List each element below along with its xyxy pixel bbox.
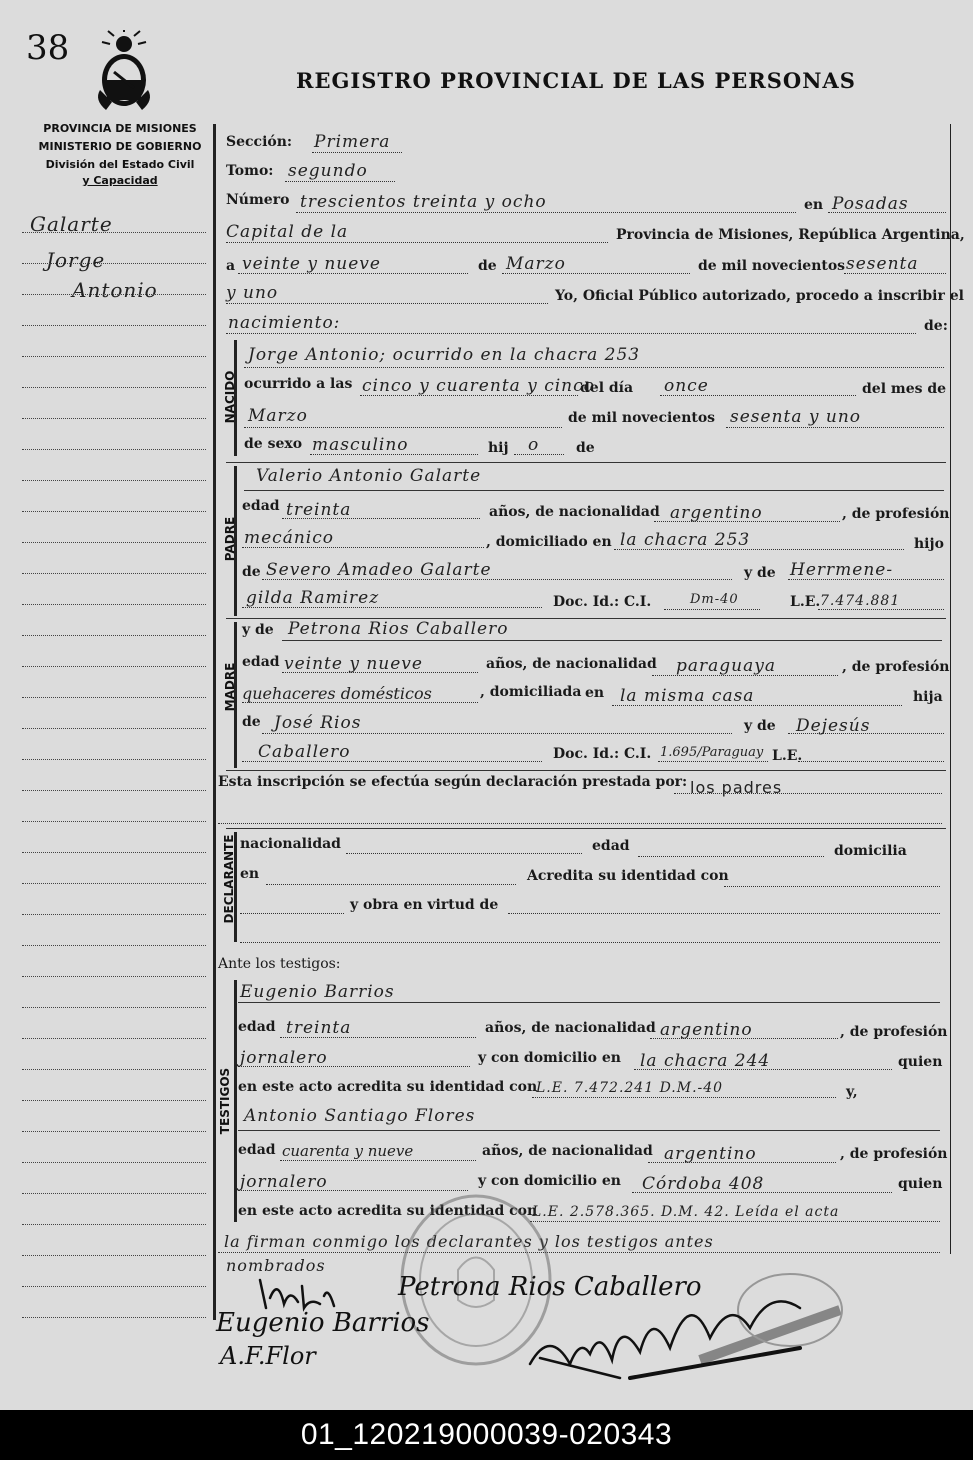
line-madre-nombre (282, 640, 942, 641)
value-madre-nac: paraguaya (676, 656, 776, 676)
label-sexo: de sexo (244, 436, 303, 452)
value-mes: Marzo (506, 254, 566, 274)
margin-ruled-line (22, 883, 206, 884)
value-mes-nac: Marzo (248, 406, 308, 426)
line-padre-ci (664, 609, 760, 610)
document-title: REGISTRO PROVINCIAL DE LAS PERSONAS (296, 68, 856, 93)
value-madre-prof: quehaceres domésticos (242, 684, 432, 703)
side-label-nacido: NACIDO (223, 370, 237, 424)
margin-ruled-line (22, 1224, 206, 1225)
value-t2-doc: L.E. 2.578.365. D.M. 42. Leída el acta (532, 1204, 840, 1220)
margin-ruled-line (22, 1131, 206, 1132)
page-number: 38 (26, 28, 70, 68)
label-madre-y-de: y de (242, 622, 274, 638)
margin-ruled-line (22, 1317, 206, 1318)
margin-ruled-line (22, 1286, 206, 1287)
value-acto: nacimiento: (228, 313, 341, 333)
value-declarado-por: los padres (690, 778, 783, 797)
label-t2-con-dom: y con domicilio en (478, 1173, 621, 1189)
label-del-dia: del día (580, 380, 634, 396)
label-del-mes: del mes de (862, 381, 947, 397)
label-padre-edad: edad (242, 498, 280, 514)
value-t1-nac: argentino (660, 1020, 753, 1040)
line-tomo (285, 181, 395, 182)
label-madre-anos-nac: años, de nacionalidad (486, 656, 657, 672)
label-madre-domiciliada: , domiciliada (480, 684, 582, 700)
line-declarante-extra (240, 942, 940, 943)
margin-ruled-line (22, 1255, 206, 1256)
value-cierre1: la firman conmigo los declarantes y los testigos antes (224, 1232, 714, 1251)
value-testigo2: Antonio Santiago Flores (244, 1106, 476, 1126)
label-declarante-domicilia: domicilia (834, 843, 907, 859)
margin-ruled-line (22, 1069, 206, 1070)
value-madre-padre: José Rios (274, 713, 362, 733)
label-ante-testigos: Ante los testigos: (218, 956, 341, 972)
org-division: División del Estado Civil (45, 158, 195, 171)
label-t1-acredita: en este acto acredita su identidad con (238, 1079, 538, 1095)
margin-note-surname: Galarte (30, 212, 113, 236)
line-declarante-nac (346, 853, 582, 854)
margin-ruled-line (22, 728, 206, 729)
value-t2-nac: argentino (664, 1144, 757, 1164)
label-t1-con-dom: y con domicilio en (478, 1050, 621, 1066)
margin-ruled-line (22, 852, 206, 853)
margin-ruled-line (22, 1162, 206, 1163)
line-testigo2 (238, 1130, 940, 1131)
line-declarante-en (266, 884, 516, 885)
value-padre-le: 7.474.881 (820, 593, 901, 609)
margin-ruled-line (22, 387, 206, 388)
value-padre-prof: mecánico (244, 528, 334, 548)
margin-ruled-line (22, 356, 206, 357)
label-en: en (804, 197, 824, 213)
signature-official (240, 1268, 860, 1388)
line-declarante-acredita (724, 886, 940, 887)
value-testigo1: Eugenio Barrios (240, 982, 395, 1002)
line-cierre1 (218, 1252, 940, 1253)
value-padre-padre: Severo Amadeo Galarte (266, 560, 492, 580)
label-padre-y-de: y de (744, 565, 776, 581)
line-anio-nac (726, 427, 944, 428)
line-madre-le (798, 761, 944, 762)
line-declarante-obra (508, 913, 940, 914)
margin-ruled-line (22, 418, 206, 419)
line-anio-cont (226, 303, 548, 304)
label-inscripcion: Esta inscripción se efectúa según declaración prestada por: (218, 774, 688, 790)
label-ocurrido: ocurrido a las (244, 376, 353, 392)
coat-of-arms-icon (92, 30, 156, 112)
signature-witness2: A.F.Flor (220, 1342, 316, 1370)
line-padre-nombre (244, 490, 944, 491)
label-a: a (226, 258, 236, 274)
line-declarante-edad (638, 856, 824, 857)
label-madre-prof: , de profesión (842, 659, 950, 675)
label-padre-prof: , de profesión (842, 506, 950, 522)
margin-ruled-line (22, 294, 206, 295)
line-declarante-pre-obra (240, 913, 344, 914)
label-t2-edad: edad (238, 1142, 276, 1158)
value-t2-dom: Córdoba 408 (642, 1174, 765, 1194)
value-padre-nombre: Valerio Antonio Galarte (256, 466, 482, 486)
label-declarante-nac: nacionalidad (240, 836, 341, 852)
footer-file-code: 01_120219000039-020343 (0, 1410, 973, 1460)
value-hij-suffix: o (528, 435, 540, 455)
side-label-testigos: TESTIGOS (218, 1067, 232, 1135)
value-padre-madre: Herrmene- (790, 560, 894, 580)
label-de-colon: de: (924, 318, 948, 334)
line-inscripcion-cont (218, 823, 942, 824)
rule-before-declarante (226, 828, 946, 829)
value-madre-madre-cont: Caballero (258, 742, 351, 762)
margin-ruled-line (22, 1100, 206, 1101)
label-t1-anos-nac: años, de nacionalidad (485, 1020, 656, 1036)
margin-ruled-line (22, 542, 206, 543)
margin-ruled-line (22, 604, 206, 605)
margin-ruled-line (22, 511, 206, 512)
line-t2-doc (530, 1221, 940, 1222)
margin-ruled-line (22, 790, 206, 791)
value-t2-prof: jornalero (240, 1172, 328, 1192)
label-de-padres: de (576, 440, 595, 456)
margin-ruled-line (22, 666, 206, 667)
margin-ruled-line (22, 945, 206, 946)
value-madre-dom: la misma casa (620, 686, 755, 706)
value-madre-edad: veinte y nueve (284, 654, 423, 674)
margin-ruled-line (22, 1193, 206, 1194)
label-padre-anos-nac: años, de nacionalidad (489, 504, 660, 520)
label-t1-y: y, (846, 1084, 858, 1100)
value-nacido-nombre: Jorge Antonio; ocurrido en la chacra 253 (248, 345, 641, 365)
line-mes-nac (244, 427, 562, 428)
value-madre-nombre: Petrona Rios Caballero (288, 619, 509, 639)
label-de-mes: de (478, 258, 497, 274)
margin-ruled-line (22, 976, 206, 977)
label-t2-prof: , de profesión (840, 1146, 948, 1162)
value-en: Posadas (832, 194, 909, 214)
margin-ruled-line (22, 232, 206, 233)
value-t1-doc: L.E. 7.472.241 D.M.-40 (536, 1080, 724, 1096)
margin-ruled-line (22, 1007, 206, 1008)
label-t2-quien: quien (898, 1176, 943, 1192)
label-madre-doc: Doc. Id.: C.I. (553, 746, 652, 762)
value-t2-edad: cuarenta y nueve (282, 1142, 414, 1160)
label-madre-en: en (585, 685, 605, 701)
value-seccion: Primera (314, 132, 391, 152)
label-padre-de: de (242, 564, 261, 580)
margin-note-firstname: Jorge (46, 248, 106, 272)
value-dia: veinte y nueve (242, 254, 381, 274)
label-seccion: Sección: (226, 134, 293, 150)
signature-witness1: Eugenio Barrios (216, 1308, 430, 1338)
signature-mother: Petrona Rios Caballero (398, 1272, 702, 1302)
label-de-mil-novecientos: de mil novecientos (698, 258, 846, 274)
value-padre-edad: treinta (286, 500, 352, 520)
value-capital: Capital de la (226, 222, 349, 242)
value-cierre2: nombrados (226, 1256, 326, 1275)
line-testigo1 (238, 1002, 940, 1003)
value-numero: trescientos treinta y ocho (300, 192, 547, 212)
label-declarante-edad: edad (592, 838, 630, 854)
value-sexo: masculino (312, 435, 409, 455)
label-yo-oficial: Yo, Oficial Público autorizado, procedo a inscribir el (555, 288, 964, 304)
line-padre-le (818, 609, 944, 610)
margin-ruled-line (22, 635, 206, 636)
label-declarante-acredita: Acredita su identidad con (527, 868, 729, 884)
label-hij: hij (488, 440, 509, 456)
line-numero (296, 212, 796, 213)
org-capacity: y Capacidad (82, 174, 158, 187)
line-madre-ci (658, 761, 768, 762)
value-t1-dom: la chacra 244 (640, 1051, 771, 1071)
label-madre-le: L.E. (772, 748, 803, 764)
label-declarante-obra: y obra en virtud de (350, 897, 499, 913)
margin-note-middlename: Antonio (72, 278, 158, 302)
margin-ruled-line (22, 697, 206, 698)
label-hijo: hijo (914, 536, 944, 552)
value-madre-madre: Dejesús (796, 716, 871, 736)
line-t2-edad (280, 1160, 476, 1161)
margin-ruled-line (22, 263, 206, 264)
label-provincia: Provincia de Misiones, República Argentina, (616, 227, 965, 243)
label-padre-domiciliado: , domiciliado en (486, 534, 612, 550)
label-madre-edad: edad (242, 654, 280, 670)
value-madre-ci: 1.695/Paraguay (660, 745, 764, 760)
margin-ruled-line (22, 759, 206, 760)
line-madre-padre (262, 733, 732, 734)
value-anio-nac: sesenta y uno (730, 407, 862, 427)
value-anio: sesenta (846, 254, 919, 274)
testigos-rule (234, 980, 237, 1222)
value-anio-cont: y uno (226, 283, 279, 303)
line-capital (226, 242, 608, 243)
line-acto (226, 333, 916, 334)
label-madre-de: de (242, 714, 261, 730)
label-t1-prof: , de profesión (840, 1024, 948, 1040)
margin-ruled-line (22, 325, 206, 326)
label-numero: Número (226, 192, 290, 208)
label-tomo: Tomo: (226, 163, 274, 179)
value-padre-dom: la chacra 253 (620, 530, 751, 550)
margin-ruled-line (22, 1038, 206, 1039)
label-t2-acredita: en este acto acredita su identidad con (238, 1203, 538, 1219)
value-padre-nac: argentino (670, 503, 763, 523)
label-declarante-en: en (240, 866, 260, 882)
label-t1-quien: quien (898, 1054, 943, 1070)
margin-ruled-line (22, 821, 206, 822)
margin-ruled-line (22, 573, 206, 574)
label-hija: hija (913, 689, 943, 705)
label-de-mil-nac: de mil novecientos (568, 410, 716, 426)
org-province: PROVINCIA DE MISIONES (43, 122, 197, 135)
label-madre-y-de-2: y de (744, 718, 776, 734)
value-dia-nac: once (664, 376, 709, 396)
value-t1-prof: jornalero (240, 1048, 328, 1068)
value-hora: cinco y cuarenta y cinco (362, 376, 595, 396)
org-ministry: MINISTERIO DE GOBIERNO (38, 140, 202, 153)
margin-ruled-line (22, 914, 206, 915)
value-tomo: segundo (288, 161, 368, 181)
value-padre-ci: Dm-40 (690, 592, 739, 607)
side-label-madre: MADRE (223, 662, 237, 712)
line-t1-doc (532, 1097, 836, 1098)
margin-ruled-line (22, 449, 206, 450)
line-seccion (312, 152, 402, 153)
margin-ruled-line (22, 480, 206, 481)
side-label-padre: PADRE (223, 516, 237, 562)
label-t2-anos-nac: años, de nacionalidad (482, 1143, 653, 1159)
value-t1-edad: treinta (286, 1018, 352, 1038)
label-padre-le: L.E. (790, 594, 821, 610)
line-nacido-nombre (244, 367, 944, 368)
value-padre-madre-cont: gilda Ramirez (246, 588, 380, 608)
label-t1-edad: edad (238, 1019, 276, 1035)
side-label-declarante: DECLARANTE (222, 834, 236, 924)
rule-after-nacido (226, 462, 946, 463)
rule-after-madre (226, 770, 946, 771)
label-padre-doc: Doc. Id.: C.I. (553, 594, 652, 610)
main-frame-left-rule (213, 124, 216, 1320)
